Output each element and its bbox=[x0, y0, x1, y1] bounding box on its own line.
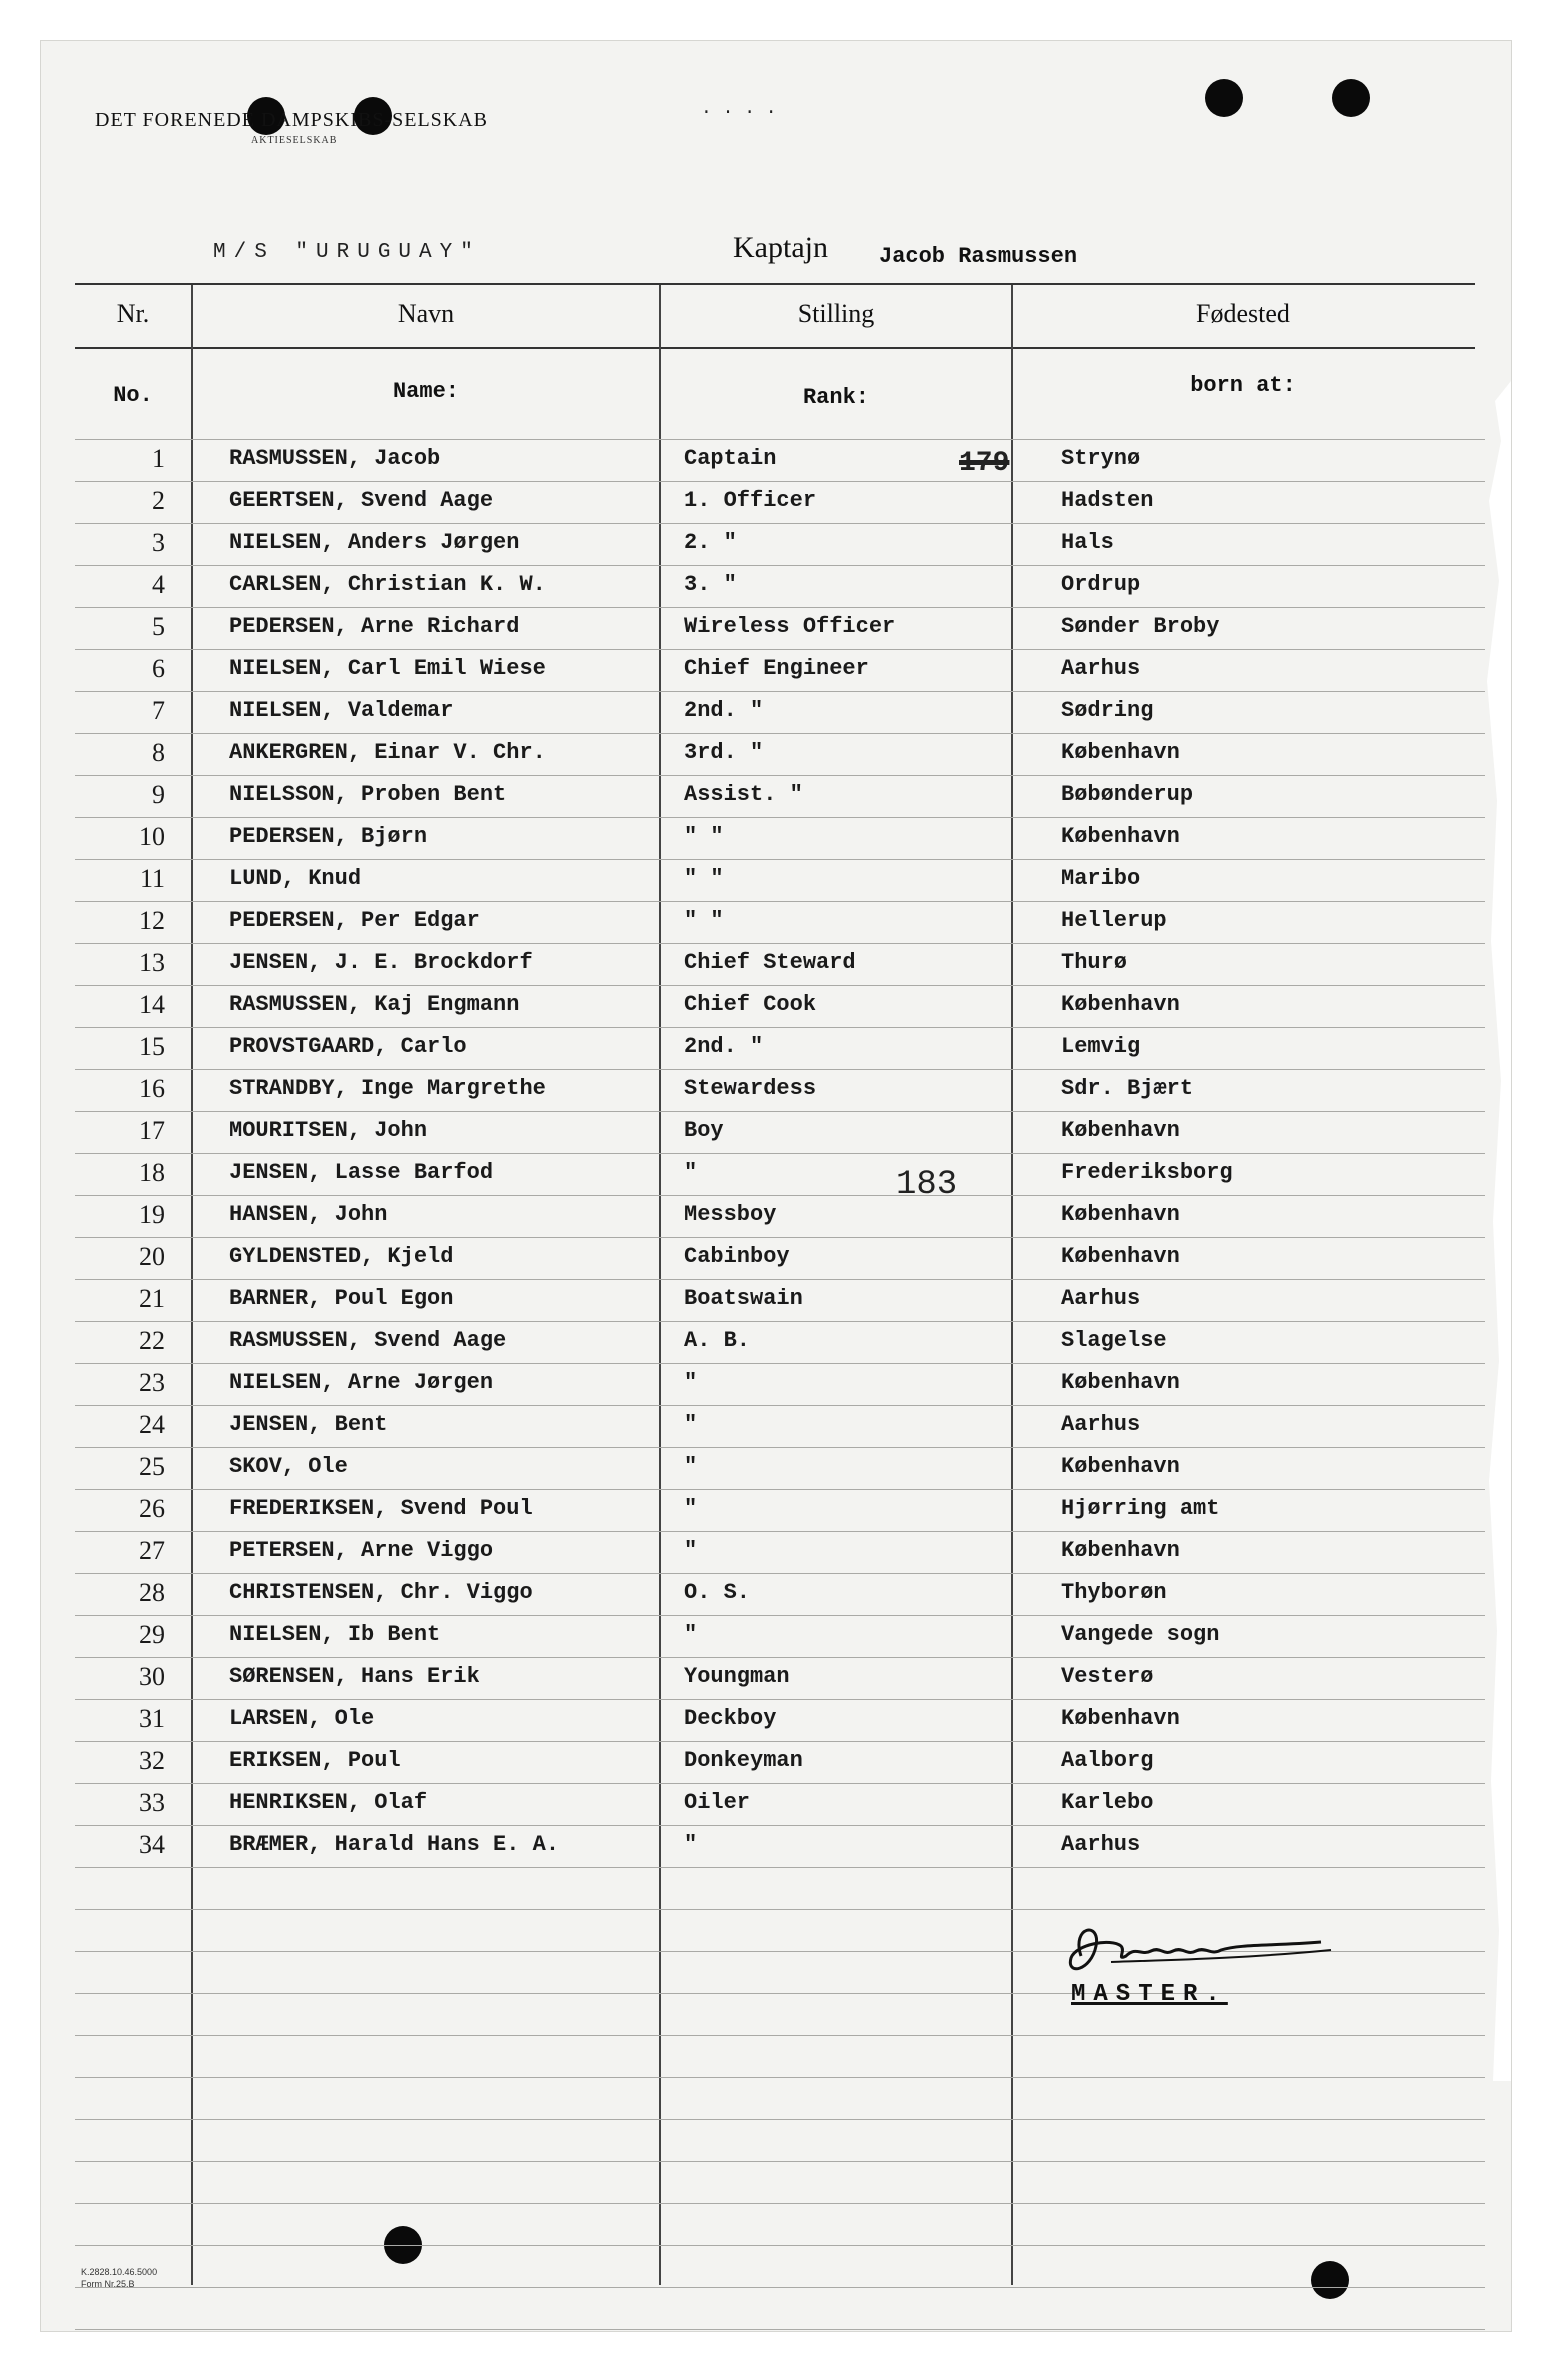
ruled-line bbox=[75, 2119, 1485, 2120]
crew-number: 21 bbox=[139, 1284, 165, 1313]
crew-name: NIELSEN, Carl Emil Wiese bbox=[229, 656, 546, 681]
crew-birthplace: København bbox=[1061, 1244, 1180, 1269]
crew-birthplace: Frederiksborg bbox=[1061, 1160, 1233, 1185]
crew-birthplace: København bbox=[1061, 1706, 1180, 1731]
crew-name: PETERSEN, Arne Viggo bbox=[229, 1538, 494, 1563]
crew-rank: A. B. bbox=[684, 1328, 751, 1353]
ruled-line bbox=[75, 649, 1485, 650]
crew-name: PEDERSEN, Bjørn bbox=[229, 824, 428, 849]
crew-number: 34 bbox=[139, 1830, 165, 1859]
column-header-rank-english: Rank: bbox=[802, 385, 869, 410]
ruled-line bbox=[75, 1993, 1485, 1994]
crew-number: 11 bbox=[139, 864, 165, 893]
crew-birthplace: Hjørring amt bbox=[1061, 1496, 1220, 1521]
crew-name: SKOV, Ole bbox=[229, 1454, 348, 1479]
crew-rank: " " bbox=[684, 908, 724, 933]
crew-number: 23 bbox=[139, 1368, 165, 1397]
crew-name: PEDERSEN, Arne Richard bbox=[229, 614, 520, 639]
master-label: MASTER. bbox=[1071, 1981, 1228, 2008]
crew-rank: " bbox=[684, 1454, 698, 1479]
crew-number: 19 bbox=[139, 1200, 165, 1229]
ruled-line bbox=[75, 2245, 1485, 2246]
crew-birthplace: Karlebo bbox=[1061, 1790, 1154, 1815]
column-header-name-english: Name: bbox=[392, 379, 459, 404]
crew-birthplace: Thurø bbox=[1061, 950, 1128, 975]
struck-out-number: 179 bbox=[959, 448, 1010, 479]
crew-birthplace: Vangede sogn bbox=[1061, 1622, 1220, 1647]
crew-birthplace: Sønder Broby bbox=[1061, 614, 1220, 639]
ruled-line bbox=[75, 1405, 1485, 1406]
ruled-line bbox=[75, 1279, 1485, 1280]
crew-birthplace: Lemvig bbox=[1061, 1034, 1141, 1059]
crew-birthplace: København bbox=[1061, 992, 1180, 1017]
ruled-line bbox=[75, 1699, 1485, 1700]
crew-number: 1 bbox=[152, 444, 165, 473]
ruled-line bbox=[75, 1363, 1485, 1364]
crew-name: RASMUSSEN, Kaj Engmann bbox=[229, 992, 520, 1017]
column-divider-1 bbox=[191, 285, 193, 2285]
crew-rank: Messboy bbox=[684, 1202, 777, 1227]
kaptajn-name: Jacob Rasmussen bbox=[879, 244, 1078, 269]
crew-name: LARSEN, Ole bbox=[229, 1706, 375, 1731]
ruled-line bbox=[75, 565, 1485, 566]
crew-rank: " bbox=[684, 1622, 698, 1647]
crew-birthplace: Sdr. Bjært bbox=[1061, 1076, 1194, 1101]
ruled-line bbox=[75, 1783, 1485, 1784]
crew-rank: 3. " bbox=[684, 572, 737, 597]
crew-rank: 2. " bbox=[684, 530, 737, 555]
crew-rank: Assist. " bbox=[684, 782, 803, 807]
crew-name: MOURITSEN, John bbox=[229, 1118, 428, 1143]
crew-birthplace: København bbox=[1061, 824, 1180, 849]
crew-name: SØRENSEN, Hans Erik bbox=[229, 1664, 480, 1689]
header-bottom-rule bbox=[75, 347, 1475, 349]
ruled-line bbox=[75, 985, 1485, 986]
crew-rank: Oiler bbox=[684, 1790, 751, 1815]
crew-birthplace: København bbox=[1061, 1202, 1180, 1227]
crew-number: 8 bbox=[152, 738, 165, 767]
crew-birthplace: København bbox=[1061, 1370, 1180, 1395]
crew-number: 25 bbox=[139, 1452, 165, 1481]
crew-birthplace: København bbox=[1061, 740, 1180, 765]
crew-number: 14 bbox=[139, 990, 165, 1019]
crew-name: CHRISTENSEN, Chr. Viggo bbox=[229, 1580, 533, 1605]
crew-number: 7 bbox=[152, 696, 165, 725]
ruled-line bbox=[75, 2077, 1485, 2078]
crew-rank: Youngman bbox=[684, 1664, 790, 1689]
torn-edge bbox=[1481, 381, 1511, 2081]
crew-rank: " bbox=[684, 1538, 698, 1563]
crew-birthplace: København bbox=[1061, 1118, 1180, 1143]
crew-birthplace: Aarhus bbox=[1061, 1832, 1141, 1857]
crew-birthplace: Thyborøn bbox=[1061, 1580, 1167, 1605]
crew-number: 13 bbox=[139, 948, 165, 977]
crew-number: 28 bbox=[139, 1578, 165, 1607]
crew-birthplace: Aarhus bbox=[1061, 1286, 1141, 1311]
ruled-line bbox=[75, 775, 1485, 776]
company-name: DET FORENEDE DAMPSKIBS-SELSKAB bbox=[95, 109, 489, 131]
crew-rank: Cabinboy bbox=[684, 1244, 790, 1269]
captain-signature bbox=[1051, 1916, 1341, 1986]
crew-name: BARNER, Poul Egon bbox=[229, 1286, 454, 1311]
crew-rank: " " bbox=[684, 824, 724, 849]
crew-rank: O. S. bbox=[684, 1580, 751, 1605]
crew-rank: 1. Officer bbox=[684, 488, 817, 513]
crew-name: JENSEN, Bent bbox=[229, 1412, 388, 1437]
crew-number: 5 bbox=[152, 612, 165, 641]
crew-number: 31 bbox=[139, 1704, 165, 1733]
ruled-line bbox=[75, 1321, 1485, 1322]
crew-name: GYLDENSTED, Kjeld bbox=[229, 1244, 454, 1269]
crew-number: 18 bbox=[139, 1158, 165, 1187]
company-subtitle: AKTIESELSKAB bbox=[251, 135, 338, 146]
crew-number: 24 bbox=[139, 1410, 165, 1439]
crew-name: FREDERIKSEN, Svend Poul bbox=[229, 1496, 533, 1521]
crew-birthplace: Vesterø bbox=[1061, 1664, 1154, 1689]
form-code: K.2828.10.46.5000 Form Nr.25.B bbox=[81, 2267, 158, 2289]
crew-number: 20 bbox=[139, 1242, 165, 1271]
crew-number: 27 bbox=[139, 1536, 165, 1565]
header-top-rule bbox=[75, 283, 1475, 285]
ruled-line bbox=[75, 1657, 1485, 1658]
ruled-line bbox=[75, 2287, 1485, 2288]
ruled-line bbox=[75, 1615, 1485, 1616]
crew-name: GEERTSEN, Svend Aage bbox=[229, 488, 494, 513]
ruled-line bbox=[75, 481, 1485, 482]
crew-birthplace: Hellerup bbox=[1061, 908, 1167, 933]
column-header-nr-english: No. bbox=[113, 383, 153, 408]
crew-number: 26 bbox=[139, 1494, 165, 1523]
crew-number: 2 bbox=[152, 486, 165, 515]
ruled-line bbox=[75, 901, 1485, 902]
ruled-line bbox=[75, 1825, 1485, 1826]
column-header-nr: Nr. bbox=[116, 299, 150, 328]
crew-number: 17 bbox=[139, 1116, 165, 1145]
crew-rank: " bbox=[684, 1412, 698, 1437]
ruled-line bbox=[75, 1447, 1485, 1448]
crew-rank: 3rd. " bbox=[684, 740, 764, 765]
crew-birthplace: Aalborg bbox=[1061, 1748, 1154, 1773]
crew-name: JENSEN, J. E. Brockdorf bbox=[229, 950, 533, 975]
crew-number: 22 bbox=[139, 1326, 165, 1355]
crew-name: LUND, Knud bbox=[229, 866, 362, 891]
crew-rank: Donkeyman bbox=[684, 1748, 803, 1773]
ruled-line bbox=[75, 859, 1485, 860]
punch-hole-top-right-2 bbox=[1332, 79, 1370, 117]
crew-name: CARLSEN, Christian K. W. bbox=[229, 572, 546, 597]
column-header-fodested: Fødested bbox=[1196, 299, 1290, 328]
crew-number: 33 bbox=[139, 1788, 165, 1817]
ruled-line bbox=[75, 733, 1485, 734]
page-number: 183 bbox=[896, 1166, 958, 1204]
crew-number: 12 bbox=[139, 906, 165, 935]
crew-number: 29 bbox=[139, 1620, 165, 1649]
crew-name: PROVSTGAARD, Carlo bbox=[229, 1034, 467, 1059]
crew-rank: " bbox=[684, 1370, 698, 1395]
ruled-line bbox=[75, 691, 1485, 692]
ruled-line bbox=[75, 1111, 1485, 1112]
crew-birthplace: Ordrup bbox=[1061, 572, 1141, 597]
kaptajn-label: Kaptajn bbox=[733, 231, 828, 264]
crew-rank: Chief Steward bbox=[684, 950, 856, 975]
ruled-line bbox=[75, 1741, 1485, 1742]
crew-rank: Boy bbox=[684, 1118, 724, 1143]
ruled-line bbox=[75, 1909, 1485, 1910]
crew-name: ANKERGREN, Einar V. Chr. bbox=[229, 740, 546, 765]
crew-number: 3 bbox=[152, 528, 165, 557]
crew-rank: 2nd. " bbox=[684, 698, 764, 723]
crew-rank: " bbox=[684, 1496, 698, 1521]
crew-number: 10 bbox=[139, 822, 165, 851]
ruled-line bbox=[75, 2035, 1485, 2036]
crew-rank: " " bbox=[684, 866, 724, 891]
crew-rank: Chief Cook bbox=[684, 992, 817, 1017]
ruled-line bbox=[75, 2329, 1485, 2330]
column-divider-2 bbox=[659, 285, 661, 2285]
crew-name: HENRIKSEN, Olaf bbox=[229, 1790, 428, 1815]
crew-name: NIELSEN, Ib Bent bbox=[229, 1622, 441, 1647]
ruled-line bbox=[75, 1489, 1485, 1490]
crew-number: 32 bbox=[139, 1746, 165, 1775]
ruled-line bbox=[75, 1573, 1485, 1574]
crew-number: 15 bbox=[139, 1032, 165, 1061]
ruled-line bbox=[75, 1237, 1485, 1238]
ruled-line bbox=[75, 817, 1485, 818]
crew-number: 16 bbox=[139, 1074, 165, 1103]
column-header-stilling: Stilling bbox=[797, 299, 875, 328]
ruled-line bbox=[75, 1153, 1485, 1154]
crew-name: BRÆMER, Harald Hans E. A. bbox=[229, 1832, 560, 1857]
ruled-line bbox=[75, 523, 1485, 524]
column-header-navn: Navn bbox=[397, 299, 455, 328]
crew-name: HANSEN, John bbox=[229, 1202, 388, 1227]
crew-rank: Chief Engineer bbox=[684, 656, 869, 681]
crew-rank: " bbox=[684, 1160, 698, 1185]
crew-rank: Wireless Officer bbox=[684, 614, 896, 639]
column-header-born-english: born at: bbox=[1190, 373, 1296, 398]
crew-name: RASMUSSEN, Svend Aage bbox=[229, 1328, 507, 1353]
crew-list-document bbox=[40, 40, 1512, 2332]
crew-birthplace: Slagelse bbox=[1061, 1328, 1167, 1353]
crew-name: PEDERSEN, Per Edgar bbox=[229, 908, 480, 933]
crew-name: NIELSEN, Anders Jørgen bbox=[229, 530, 520, 555]
crew-birthplace: Hadsten bbox=[1061, 488, 1154, 513]
crew-name: JENSEN, Lasse Barfod bbox=[229, 1160, 494, 1185]
punch-hole-bottom-right bbox=[1311, 2261, 1349, 2299]
crew-rank: Boatswain bbox=[684, 1286, 803, 1311]
crew-birthplace: Maribo bbox=[1061, 866, 1141, 891]
crew-name: NIELSSON, Proben Bent bbox=[229, 782, 507, 807]
crew-name: NIELSEN, Arne Jørgen bbox=[229, 1370, 494, 1395]
crew-rank: Stewardess bbox=[684, 1076, 817, 1101]
crew-birthplace: København bbox=[1061, 1454, 1180, 1479]
ruled-line bbox=[75, 439, 1485, 440]
crew-birthplace: Aarhus bbox=[1061, 1412, 1141, 1437]
crew-birthplace: Sødring bbox=[1061, 698, 1154, 723]
crew-rank: Deckboy bbox=[684, 1706, 777, 1731]
crew-birthplace: Strynø bbox=[1061, 446, 1141, 471]
ruled-line bbox=[75, 943, 1485, 944]
punch-hole-top-right-1 bbox=[1205, 79, 1243, 117]
crew-number: 4 bbox=[152, 570, 165, 599]
ruled-line bbox=[75, 1531, 1485, 1532]
crew-birthplace: Aarhus bbox=[1061, 656, 1141, 681]
crew-birthplace: Hals bbox=[1061, 530, 1114, 555]
crew-name: STRANDBY, Inge Margrethe bbox=[229, 1076, 546, 1101]
ruled-line bbox=[75, 1027, 1485, 1028]
crew-number: 6 bbox=[152, 654, 165, 683]
ship-name: M/S "URUGUAY" bbox=[213, 241, 481, 264]
crew-rank: 2nd. " bbox=[684, 1034, 764, 1059]
ruled-line bbox=[75, 607, 1485, 608]
ruled-line bbox=[75, 2203, 1485, 2204]
crew-name: RASMUSSEN, Jacob bbox=[229, 446, 441, 471]
ruled-line bbox=[75, 1195, 1485, 1196]
column-divider-3 bbox=[1011, 285, 1013, 2285]
crew-rank: Captain bbox=[684, 446, 777, 471]
crew-number: 9 bbox=[152, 780, 165, 809]
crew-name: NIELSEN, Valdemar bbox=[229, 698, 454, 723]
ruled-line bbox=[75, 2161, 1485, 2162]
ruled-line bbox=[75, 1867, 1485, 1868]
stray-mark: · · · · bbox=[701, 103, 777, 123]
crew-name: ERIKSEN, Poul bbox=[229, 1748, 401, 1773]
crew-rank: " bbox=[684, 1832, 698, 1857]
crew-birthplace: København bbox=[1061, 1538, 1180, 1563]
ruled-line bbox=[75, 1069, 1485, 1070]
crew-birthplace: Bøbønderup bbox=[1061, 782, 1194, 807]
crew-number: 30 bbox=[139, 1662, 165, 1691]
